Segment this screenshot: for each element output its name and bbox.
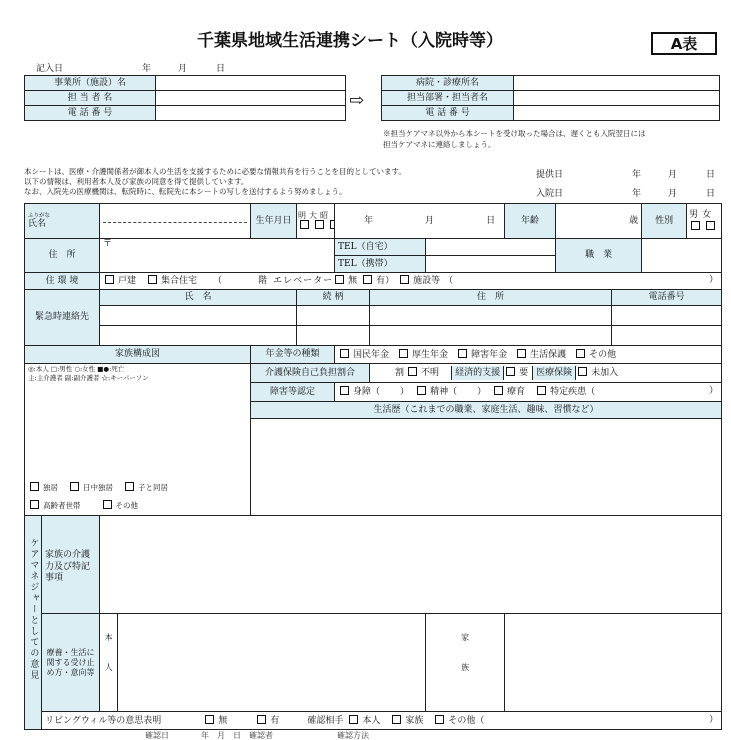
mental-paren-close: ） [477, 387, 487, 398]
insurance-label: 介護保険自己負担割合 [251, 364, 370, 383]
confirm-with-label: 確認相手 [307, 715, 344, 726]
self-vertical-label: 本人 [104, 632, 114, 693]
confirm-other-close: ） [709, 714, 719, 725]
em-relation-header: 続 柄 [297, 290, 370, 306]
elevator-yes-label: 有） [376, 276, 395, 287]
econ-need-label: 要 [519, 368, 529, 379]
provide-year: 年 [632, 170, 642, 180]
furigana-label: ふりがな [28, 212, 51, 219]
main-form-table [24, 203, 722, 730]
elevator-label: エレベーター [273, 276, 334, 287]
env-label: 住 環 境 [25, 273, 100, 290]
era-showa-checkbox[interactable] [330, 220, 335, 229]
facility-paren-open: （ [444, 276, 454, 287]
era-showa: 昭 [320, 210, 332, 220]
era-meiji-checkbox[interactable] [300, 220, 309, 229]
living-will-none-label: 無 [218, 715, 228, 726]
admit-year: 年 [632, 189, 642, 199]
elderly-label: 高齢者世帯 [43, 501, 81, 511]
name-label: 氏名 [28, 218, 47, 229]
era-taisho-checkbox[interactable] [315, 220, 324, 229]
office-info-table [24, 75, 346, 121]
floor-label: 階 [258, 276, 268, 287]
admit-day: 日 [706, 189, 716, 199]
office-phone-label: 電 話 番 号 [25, 106, 156, 121]
recuperation-label: 療養・生活に関する受け止め方・意向等 [42, 614, 100, 712]
family-ability-field[interactable] [100, 516, 722, 614]
confirm-family-checkbox[interactable] [392, 715, 401, 724]
rehab-checkbox[interactable] [494, 386, 503, 395]
entry-year: 年 [142, 64, 152, 74]
admit-date-label: 入院日 [536, 189, 564, 199]
specific-disease-label: 特定疾患（ [550, 387, 596, 398]
female-label: 女 [702, 210, 716, 221]
insurance-row [370, 364, 722, 383]
job-label: 職 業 [556, 239, 642, 273]
history-label: 生活歴（これまでの職業、家庭生活、趣味、習慣など） [251, 402, 722, 419]
facility-label: 施設等 [413, 276, 441, 287]
confirm-other-checkbox[interactable] [435, 715, 444, 724]
arrow-icon: ⇨ [349, 90, 365, 111]
entry-month: 月 [178, 64, 188, 74]
facility-checkbox[interactable] [400, 275, 409, 284]
birth-day: 日 [486, 215, 496, 226]
insurance-wari: 割 [395, 368, 405, 379]
pension-welfare-label: 厚生年金 [412, 349, 449, 360]
household-other-checkbox[interactable] [103, 500, 112, 509]
em-phone-2[interactable] [612, 326, 722, 346]
econ-support-label: 経済的支援 [451, 366, 504, 380]
birth-label: 生年月日 [251, 204, 297, 239]
intro-line-3: なお、入院先の医療機関は、転院時に、転院先に本シートの写しを送付するよう努めましょう。 [24, 187, 347, 196]
family-label-cell [426, 614, 505, 712]
pension-national-label: 国民年金 [353, 349, 390, 360]
family-vertical-label: 家族 [460, 632, 470, 693]
living-will-label: リビングウィル等の意思表明 [45, 715, 162, 726]
dept-field[interactable] [514, 91, 720, 106]
pension-livelihood-label: 生活保護 [530, 349, 567, 360]
family-ability-label: 家族の介護力及び特記事項 [42, 516, 100, 614]
disability-mental-checkbox[interactable] [417, 386, 426, 395]
with-child-label: 子と同居 [138, 483, 168, 493]
tel-home-label: TEL（自宅） [335, 239, 426, 256]
em-relation-2[interactable] [297, 326, 370, 346]
pension-other-label: その他 [589, 349, 617, 360]
facility-paren-close: ） [709, 275, 719, 286]
name-label-cell [25, 204, 100, 239]
elevator-none-checkbox[interactable] [335, 275, 344, 284]
self-label-cell [100, 614, 118, 712]
sex-labels [689, 210, 719, 220]
pension-disability-checkbox[interactable] [458, 349, 467, 358]
era-labels [298, 211, 333, 220]
person-field[interactable] [156, 91, 346, 106]
intro-line-1: 本シートは、医療・介護関係者が御本人の生活を支援するために必要な情報共有を行うことを目的としています。 [24, 167, 406, 176]
era-taisho: 大 [309, 210, 321, 220]
care-manager-vertical-text: ケアマネジャーとしての意見 [28, 538, 39, 681]
sex-label: 性別 [642, 204, 687, 239]
em-address-header: 住 所 [370, 290, 612, 306]
elderly-checkbox[interactable] [30, 500, 39, 509]
em-name-1[interactable] [100, 306, 297, 326]
econ-need-checkbox[interactable] [506, 367, 515, 376]
care-note-2: 担当ケアマネに連絡しましょう。 [383, 140, 496, 149]
living-will-yes-checkbox[interactable] [257, 715, 266, 724]
disability-row [335, 383, 722, 402]
household-row-2 [28, 500, 138, 511]
alone-checkbox[interactable] [30, 482, 39, 491]
address-label: 住 所 [25, 239, 100, 273]
pension-welfare-checkbox[interactable] [399, 349, 408, 358]
era-cell [297, 204, 335, 239]
admit-month: 月 [668, 189, 678, 199]
hospital-info-table [381, 75, 720, 121]
living-will-row [42, 712, 722, 730]
confirm-self-checkbox[interactable] [349, 715, 358, 724]
care-manager-section-label [25, 516, 42, 730]
office-phone-field[interactable] [156, 106, 346, 121]
em-name-header: 氏 名 [100, 290, 297, 306]
insurance-unknown-label: 不明 [421, 368, 440, 379]
elevator-yes-checkbox[interactable] [363, 275, 372, 284]
rehab-label: 療育 [507, 387, 526, 398]
history-field[interactable] [251, 419, 722, 516]
age-field[interactable]: 歳 [556, 204, 642, 239]
dept-label: 担当部署・担当者名 [382, 91, 514, 106]
not-enrolled-checkbox[interactable] [578, 367, 587, 376]
family-legend-2: 主:主介護者 副:副介護者 ☆:キーパーソン [28, 374, 149, 383]
tel-mobile-label: TEL（携帯） [335, 256, 426, 273]
pension-label: 年金等の種類 [251, 346, 335, 364]
tel-mobile-field[interactable] [426, 256, 556, 273]
office-label: 事業所（施設）名 [25, 76, 156, 91]
hospital-phone-field[interactable] [514, 106, 720, 121]
family-diagram-area[interactable] [25, 364, 251, 516]
confirm-other-label: その他（ [448, 715, 485, 726]
not-enrolled-label: 未加入 [591, 368, 619, 379]
family-label: 家族構成図 [25, 346, 251, 364]
intro-line-2: 以下の情報は、利用者本人及び家族の同意を得て提供しています。 [24, 177, 249, 186]
household-other-label: その他 [115, 501, 138, 511]
sex-cell [687, 204, 722, 239]
day-alone-label: 日中独居 [83, 483, 113, 493]
bottom-partial-row: 確認日 年 月 日 確認者 確認方法 [145, 731, 369, 740]
age-label: 年齢 [505, 204, 556, 239]
confirm-self-label: 本人 [362, 715, 381, 726]
shared-checkbox[interactable] [148, 275, 157, 284]
pension-other-checkbox[interactable] [576, 349, 585, 358]
self-intent-field[interactable] [118, 614, 426, 712]
day-alone-checkbox[interactable] [70, 482, 79, 491]
era-meiji: 明 [298, 210, 310, 220]
name-field[interactable] [100, 204, 251, 239]
em-address-2[interactable] [370, 326, 612, 346]
disability-mental-label: 精神（ [430, 387, 458, 398]
provide-month: 月 [668, 170, 678, 180]
hospital-field[interactable] [514, 76, 720, 91]
em-name-2[interactable] [100, 326, 297, 346]
body-paren-close: ） [400, 387, 410, 398]
provide-date-label: 提供日 [536, 170, 564, 180]
with-child-checkbox[interactable] [125, 482, 134, 491]
pension-livelihood-checkbox[interactable] [517, 349, 526, 358]
family-legend-1: ◎:本人 □:男性 ○:女性 ■●:死亡 [28, 365, 125, 373]
specific-paren-close: ） [709, 386, 719, 397]
tel-home-field[interactable] [426, 239, 556, 256]
entry-date-label: 記入日 [36, 64, 64, 74]
address-field[interactable]: 〒 [100, 239, 335, 273]
care-note: ※担当ケアマネ以外から本シートを受け取った場合は、遅くとも入院翌日には [383, 129, 646, 138]
office-field[interactable] [156, 76, 346, 91]
birthdate-field[interactable] [335, 204, 505, 239]
confirm-family-label: 家族 [405, 715, 424, 726]
em-address-1[interactable] [370, 306, 612, 326]
env-paren-open: （ [213, 276, 223, 287]
pension-national-checkbox[interactable] [340, 349, 349, 358]
shared-label: 集合住宅 [161, 276, 198, 287]
env-row [100, 273, 722, 290]
job-field[interactable] [642, 239, 722, 273]
disability-body-checkbox[interactable] [340, 386, 349, 395]
household-row-1 [28, 482, 168, 493]
living-will-none-checkbox[interactable] [205, 715, 214, 724]
family-intent-field[interactable] [505, 614, 722, 712]
female-checkbox[interactable] [706, 221, 715, 230]
disability-label: 障害等認定 [251, 383, 335, 402]
elevator-none-label: 無 [348, 276, 358, 287]
emergency-label: 緊急時連絡先 [25, 290, 100, 346]
pension-disability-label: 障害年金 [471, 349, 508, 360]
specific-disease-checkbox[interactable] [537, 386, 546, 395]
provide-day: 日 [706, 170, 716, 180]
em-phone-1[interactable] [612, 306, 722, 326]
page-title: 千葉県地域生活連携シート（入院時等） [197, 31, 503, 51]
em-phone-header: 電話番号 [612, 290, 722, 306]
sheet-badge: A表 [651, 32, 717, 55]
em-relation-1[interactable] [297, 306, 370, 326]
medical-insurance-label: 医療保険 [532, 366, 576, 380]
entry-day: 日 [216, 64, 226, 74]
alone-label: 独居 [43, 483, 58, 493]
living-will-yes-label: 有 [270, 715, 280, 726]
hospital-phone-label: 電 話 番 号 [382, 106, 514, 121]
birth-month: 月 [425, 215, 435, 226]
birth-year: 年 [364, 215, 374, 226]
house-label: 戸建 [118, 276, 137, 287]
male-checkbox[interactable] [691, 221, 700, 230]
pension-row [335, 346, 722, 364]
disability-body-label: 身障（ [353, 387, 381, 398]
insurance-unknown-checkbox[interactable] [408, 367, 417, 376]
male-label: 男 [689, 210, 703, 221]
person-label: 担 当 者 名 [25, 91, 156, 106]
hospital-label: 病院・診療所名 [382, 76, 514, 91]
house-checkbox[interactable] [105, 275, 114, 284]
